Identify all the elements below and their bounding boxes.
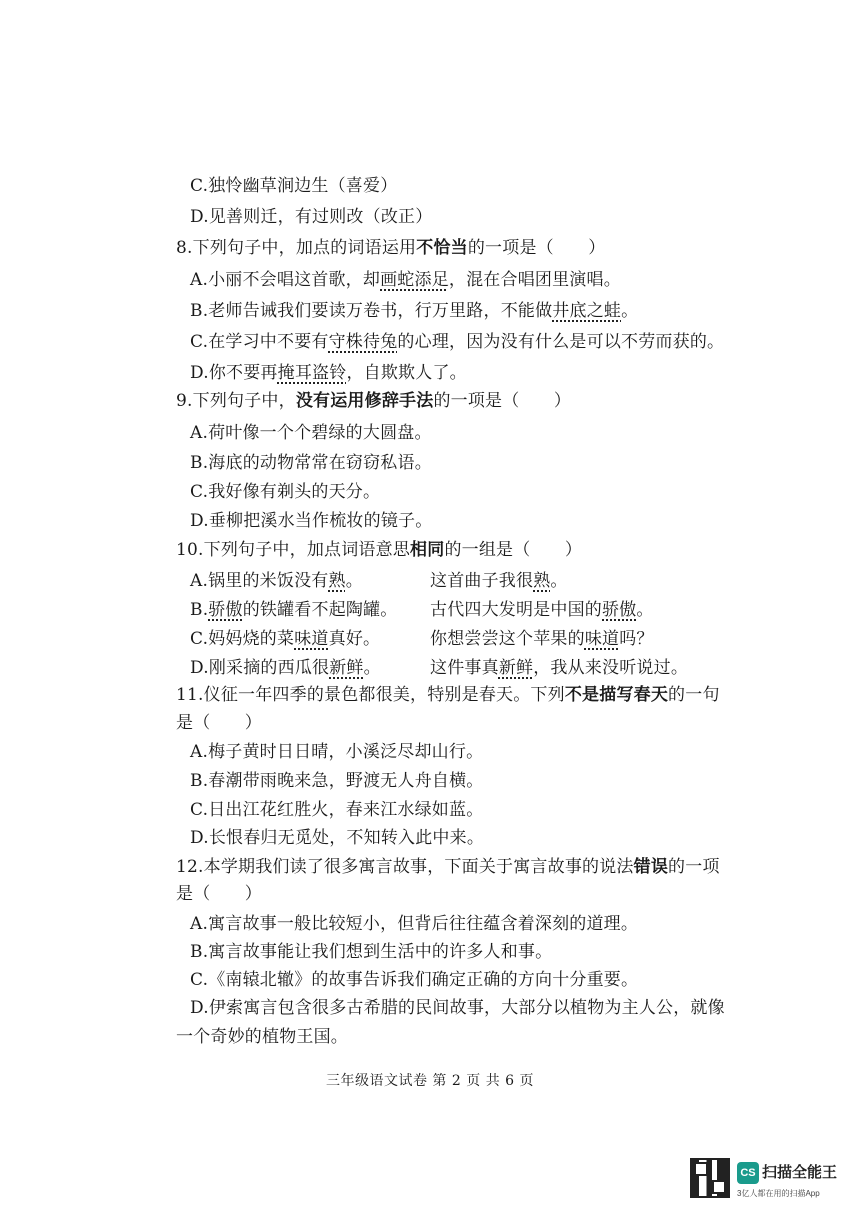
q10c1-text: C.妈妈烧的菜 (190, 629, 295, 649)
q10-option-d-right (430, 658, 688, 678)
q10c1-text-end: 真好。 (328, 629, 381, 649)
q10b2-dotted-word: 骄傲 (602, 600, 637, 620)
q9-option-b (190, 453, 432, 473)
q10a1-text: A.锅里的米饭没有 (190, 571, 329, 591)
scanner-tagline: 3亿人都在用的扫描App (737, 1189, 820, 1198)
q8-option-c (190, 332, 724, 352)
qr-code-icon (690, 1158, 730, 1198)
question-11 (176, 685, 720, 705)
q11-option-c (190, 800, 483, 820)
q12c-text: C.《南辕北辙》的故事告诉我们确定正确的方向十分重要。 (190, 970, 639, 990)
q7-option-c (190, 176, 397, 196)
q10-stem: 10.下列句子中，加点词语意思 (176, 540, 411, 560)
q8a-dotted-word: 画蛇添足 (380, 270, 449, 290)
q10-option-a-left (190, 571, 363, 591)
q12a-text: A.寓言故事一般比较短小，但背后往往蕴含着深刻的道理。 (190, 914, 639, 934)
q10-option-b-right (430, 600, 654, 620)
q12-stem-end: 的一项 (668, 857, 720, 877)
q10a2-text: 这首曲子我很 (430, 571, 534, 591)
q10a1-dotted-word: 熟 (328, 571, 346, 591)
scanner-app-name: 扫描全能王 (762, 1164, 838, 1181)
q8c-text: C.在学习中不要有 (190, 332, 329, 352)
q10c2-text: 你想尝尝这个苹果的 (430, 629, 585, 649)
q10c2-text-end: 吗？ (619, 629, 654, 649)
q12-emphasis: 错误 (633, 857, 669, 877)
q9-emphasis: 没有运用修辞手法 (295, 391, 434, 411)
q8b-text: B.老师告诫我们要读万卷书，行万里路，不能做 (190, 301, 553, 321)
question-11-cont (176, 713, 262, 733)
q10d1-text-end: 。 (363, 658, 381, 678)
q10-option-b-left (190, 600, 398, 620)
q9c-text: C.我好像有剃头的天分。 (190, 482, 381, 502)
q10b2-text: 古代四大发明是中国的 (430, 600, 602, 620)
q11-stem-cont: 是（ ） (176, 713, 262, 733)
question-12-cont (176, 884, 262, 904)
q12-option-d-cont (176, 1027, 348, 1047)
q12-option-d (190, 998, 725, 1018)
q12-option-c (190, 970, 638, 990)
q10c2-dotted-word: 味道 (584, 629, 620, 649)
q11-option-b (190, 771, 484, 791)
camscanner-logo-icon: CS (737, 1162, 759, 1184)
q10d1-dotted-word: 新鲜 (329, 658, 364, 678)
q8c-text-end: 的心理，因为没有什么是可以不劳而获的。 (397, 332, 725, 352)
q12b-text: B.寓言故事能让我们想到生活中的许多人和事。 (190, 942, 553, 962)
q12-option-b (190, 942, 552, 962)
q8-option-b (190, 301, 638, 321)
q11-emphasis: 不是描写春天 (564, 685, 669, 705)
q11-option-d (190, 828, 484, 848)
q10b1-dotted-word: 骄傲 (208, 600, 243, 620)
q9d-text: D.垂柳把溪水当作梳妆的镜子。 (190, 511, 433, 531)
q7-option-d (190, 207, 432, 227)
q10b1-text: B. (190, 600, 209, 620)
q10-option-d-left (190, 658, 381, 678)
page-footer: 三年级语文试卷 第 2 页 共 6 页 (325, 1073, 534, 1089)
q10d2-text-end: ，我从来没听说过。 (533, 658, 689, 678)
q10b2-text-end: 。 (636, 600, 654, 620)
q10b1-text-end: 的铁罐看不起陶罐。 (242, 600, 398, 620)
q11a-text: A.梅子黄时日日晴，小溪泛尽却山行。 (190, 742, 484, 762)
q10c1-dotted-word: 味道 (294, 629, 329, 649)
q9b-text: B.海底的动物常常在窃窃私语。 (190, 453, 432, 473)
q10d2-dotted-word: 新鲜 (498, 658, 534, 678)
q9-option-d (190, 511, 432, 531)
question-8 (176, 238, 605, 258)
q8-option-a (190, 270, 621, 290)
q12-stem: 12.本学期我们读了很多寓言故事，下面关于寓言故事的说法 (176, 857, 634, 877)
q12d-text-cont: 一个奇妙的植物王国。 (176, 1027, 348, 1047)
q8d-text: D.你不要再 (190, 363, 278, 383)
q9a-text: A.荷叶像一个个碧绿的大圆盘。 (190, 423, 432, 443)
q10a2-text-end: 。 (550, 571, 568, 591)
question-10 (176, 540, 582, 560)
q10-emphasis: 相同 (410, 540, 445, 560)
q10-option-c-left (190, 629, 380, 649)
q7-option-c-text: C.独怜幽草涧边生（喜爱） (190, 176, 398, 196)
q8d-text-end: ，自欺欺人了。 (346, 363, 467, 383)
q11c-text: C.日出江花红胜火，春来江水绿如蓝。 (190, 800, 484, 820)
q8a-text: A.小丽不会唱这首歌，却 (190, 270, 381, 290)
q8-emphasis: 不恰当 (416, 238, 468, 258)
q12-option-a (190, 914, 638, 934)
q8-stem: 8.下列句子中，加点的词语运用 (176, 238, 417, 258)
q8c-dotted-word: 守株待兔 (328, 332, 398, 352)
q9-option-a (190, 423, 432, 443)
q10-stem-end: 的一组是（ ） (444, 540, 583, 560)
q10d2-text: 这件事真 (430, 658, 499, 678)
q10-option-c-right (430, 629, 654, 649)
q10a1-text-end: 。 (345, 571, 363, 591)
question-12 (176, 857, 720, 877)
q11d-text: D.长恨春归无觅处，不知转入此中来。 (190, 828, 485, 848)
q11-stem: 11.仪征一年四季的景色都很美，特别是春天。下列 (176, 685, 565, 705)
q10-option-a-right (430, 571, 568, 591)
q8b-text-end: 。 (621, 301, 639, 321)
q8d-dotted-word: 掩耳盗铃 (277, 363, 347, 383)
q10a2-dotted-word: 熟 (533, 571, 551, 591)
question-9 (176, 391, 571, 411)
q9-stem: 9.下列句子中， (176, 391, 296, 411)
q9-option-c (190, 482, 380, 502)
q12d-text: D.伊索寓言包含很多古希腊的民间故事，大部分以植物为主人公，就像 (190, 998, 725, 1018)
q11-option-a (190, 742, 483, 762)
q8-stem-end: 的一项是（ ） (467, 238, 606, 258)
q8-option-d (190, 363, 467, 383)
q11b-text: B.春潮带雨晚来急，野渡无人舟自横。 (190, 771, 484, 791)
q8b-dotted-word: 井底之蛙 (552, 301, 622, 321)
q12-stem-cont: 是（ ） (176, 884, 262, 904)
q8a-text-end: ，混在合唱团里演唱。 (448, 270, 621, 290)
q7-option-d-text: D.见善则迁，有过则改（改正） (190, 207, 433, 227)
q9-stem-end: 的一项是（ ） (433, 391, 572, 411)
q10d1-text: D.刚采摘的西瓜很 (190, 658, 330, 678)
q11-stem-end: 的一句 (668, 685, 720, 705)
